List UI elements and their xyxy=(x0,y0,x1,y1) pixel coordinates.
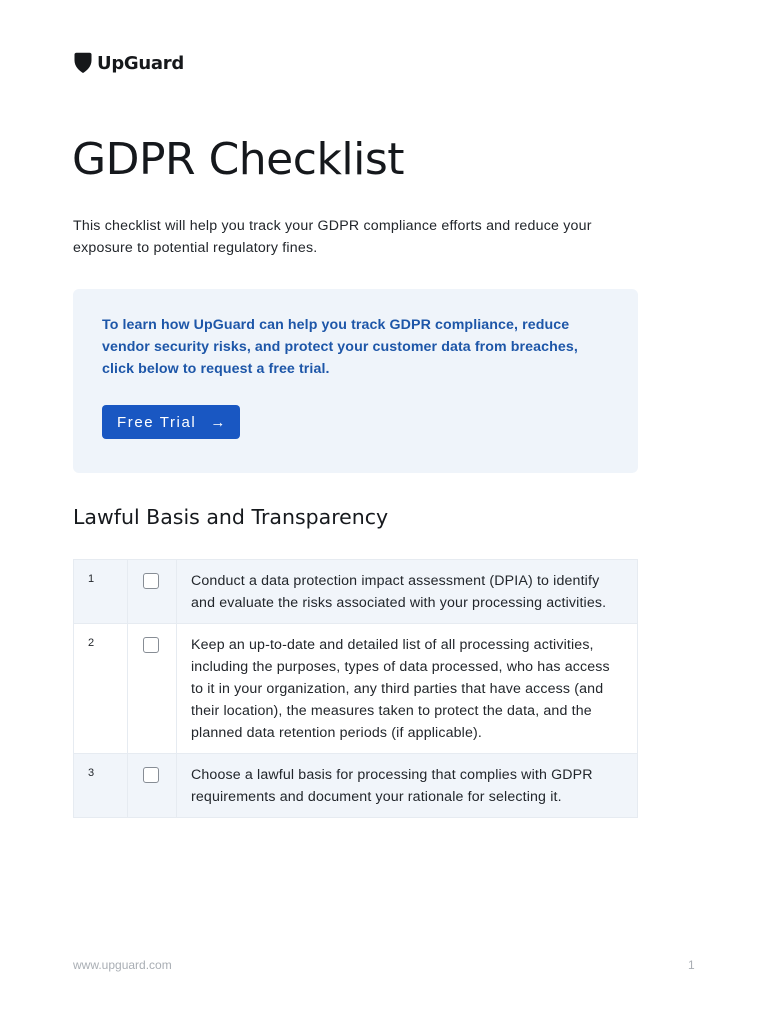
promo-box xyxy=(73,289,638,473)
section-heading: Lawful Basis and Transparency xyxy=(73,505,389,529)
free-trial-button[interactable] xyxy=(102,405,240,439)
shield-icon xyxy=(73,52,93,74)
item-number: 3 xyxy=(74,754,128,818)
brand-logo xyxy=(73,52,184,74)
checklist-table xyxy=(73,559,638,818)
page-title: GDPR Checklist xyxy=(72,134,405,185)
free-trial-label: Free Trial xyxy=(117,413,197,431)
page-number: 1 xyxy=(688,958,695,972)
checklist-row xyxy=(74,624,638,754)
item-text: Choose a lawful basis for processing that complies with GDPR requirements and document your rationale for selecting it. xyxy=(177,754,638,818)
item-checkbox[interactable] xyxy=(143,767,159,783)
arrow-right-icon: → xyxy=(210,413,226,431)
checklist-row xyxy=(74,560,638,624)
item-text: Conduct a data protection impact assessment (DPIA) to identify and evaluate the risks associated with your processing activities. xyxy=(177,560,638,624)
item-checkbox[interactable] xyxy=(143,573,159,589)
item-number: 2 xyxy=(74,624,128,754)
item-checkbox[interactable] xyxy=(143,637,159,653)
checklist-row xyxy=(74,754,638,818)
promo-text: To learn how UpGuard can help you track GDPR compliance, reduce vendor security risks, and protect your customer data from breaches, click below to request a free trial. xyxy=(102,317,578,377)
item-text: Keep an up-to-date and detailed list of all processing activities, including the purposes, types of data processed, who has access to it in your organization, any third parties that have access (and their location), the measures taken to protect the data, and the planned data retention periods (if applicable). xyxy=(177,624,638,754)
item-number: 1 xyxy=(74,560,128,624)
intro-text: This checklist will help you track your GDPR compliance efforts and reduce your exposure to potential regulatory fines. xyxy=(73,218,592,256)
brand-name: UpGuard xyxy=(97,52,184,74)
footer-url[interactable]: www.upguard.com xyxy=(73,958,172,972)
